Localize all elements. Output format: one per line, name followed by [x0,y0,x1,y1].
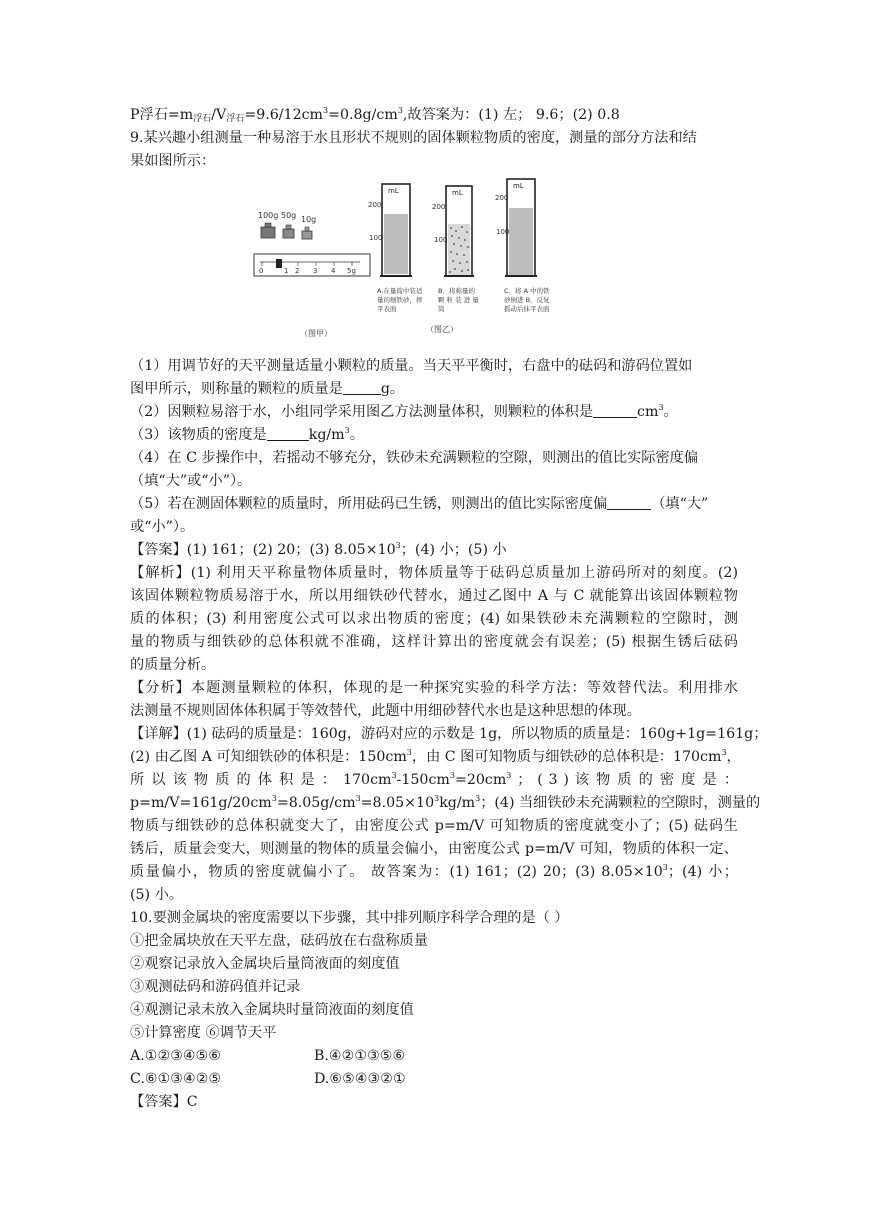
q10-option-a[interactable]: A.①②③④⑤⑥ [130,1048,222,1064]
ruler-tick-2: 2 [295,267,300,275]
q10-stem: 10.要测金属块的密度需要以下步骤，其中排列顺序科学合理的是（ ） [130,910,569,926]
prev-answer-line: P浮石$=m_{浮石}/V_{浮石}=9.6/12cm^3=0.8g/cm^3$,故答案为：(1) 左； 9.6；(2) 0.8 [130,106,620,124]
weight-10g [302,231,312,239]
jiexi-line-3: 质的体积；(3) 利用密度公式可以求出物质的密度；(4) 如果铁砂未充满颗粒的空隙时，测 [130,611,738,627]
xiangjie-tag: 【详解】 [130,726,187,742]
svg-text:200: 200 [432,203,446,211]
q9-stem-line-2: 果如图所示： [130,153,216,169]
svg-text:200: 200 [368,201,382,209]
answer-blank-3[interactable] [267,426,309,441]
q10-option-c[interactable]: C.⑥①③④②⑤ [130,1071,222,1087]
cylinder-c [495,179,550,313]
answer-blank-2[interactable] [593,403,637,418]
ruler-tick-5g: 5g [347,267,356,275]
fenxi-line-2: 法测量不规则固体体积属于等效替代，此题中用细砂替代水也是这种思想的体现。 [130,703,641,719]
svg-text:B．将称量的: B．将称量的 [438,287,475,295]
svg-text:量的细铁砂，摔: 量的细铁砂，摔 [377,296,423,304]
jiexi-line-4: 量的物质与细铁砂的总体积就不准确，这样计算出的密度就会有误差；(5) 根据生锈后砝码 [130,634,738,650]
weight-100g [261,227,275,238]
xiangjie-line-3: 所 以 该 物 质 的 体 积 是 ： $170cm^3-150cm^3=20cm^3$ ； ( 3 ) 该 物 质 的 密 度 是 ： [130,771,739,788]
svg-text:砂倒进 B，反复: 砂倒进 B，反复 [504,296,550,304]
xiangjie-line-8: (5) 小。 [130,887,183,903]
svg-text:mL: mL [452,189,463,197]
q10-option-d[interactable]: D.⑥⑤④③②① [314,1071,406,1087]
q10-step-4: ④观测记录未放入金属块时量筒液面的刻度值 [130,1002,414,1018]
q9-part4-line1: （4）在 C 步操作中，若摇动不够充分，铁砂未充满颗粒的空隙，则测出的值比实际密度偏 [130,450,699,466]
q9-stem-line-1: 9.某兴趣小组测量一种易溶于水且形状不规则的固体颗粒物质的密度，测量的部分方法和结 [130,130,697,146]
rho-symbol: P [130,107,140,123]
rider [276,259,282,268]
svg-text:100: 100 [369,234,383,242]
q9-part3: （3）该物质的密度是 $kg/m^3$。 [130,426,364,443]
ruler-tick-1: 1 [284,267,289,275]
q9-part4-line2: （填“大”或“小”）。 [130,473,252,489]
answer-tag: 【答案】 [130,542,187,558]
q9-part2: （2）因颗粒易溶于水，小组同学采用图乙方法测量体积，则颗粒的体积是 $cm^3$。 [130,403,678,420]
svg-text:C．将 A 中的铁: C．将 A 中的铁 [504,287,550,295]
q10-step-1: ①把金属块放在天平左盘，砝码放在右盘称质量 [130,933,428,949]
answer-blank-5[interactable] [607,495,651,510]
xiangjie-line-5: 物质与细铁砂的总体积就变大了，由密度公式 p=m/V 可知物质的密度就变小了；(5) 砝码生 [130,818,738,834]
label-figure-jia: （图甲） [300,329,332,338]
svg-text:mL: mL [513,182,524,190]
ruler-tick-0: 0 [259,267,264,275]
svg-text:100: 100 [496,228,510,236]
answer-tag: 【答案】 [130,1094,187,1110]
xiangjie-line-7: 质量偏小，物质的密度就偏小了。 故答案为：(1) 161；(2) 20；(3) $8.05\times 10^3$；(4) 小； [130,863,738,880]
fenxi-tag: 【分析】 [130,680,191,696]
q9-figure [250,176,570,344]
ruler-tick-3: 3 [313,267,318,275]
svg-text:mL: mL [388,187,399,195]
weights-group [258,211,316,239]
svg-text:A.在量筒中装适: A.在量筒中装适 [377,287,423,295]
answer-blank-1[interactable] [343,380,381,395]
q9-figure-svg [250,176,570,344]
fenxi-line-1: 【分析】本题测量颗粒的体积，体现的是一种探究实验的科学方法：等效替代法。利用排水 [130,680,738,696]
weight-label-10g: 10g [301,215,317,224]
ruler-tick-4: 4 [331,267,336,275]
jiexi-tag: 【解析】 [130,565,191,581]
svg-text:颗 粒 装 进 量: 颗 粒 装 进 量 [438,296,479,304]
svg-text:200: 200 [495,194,509,202]
xiangjie-line-4: $p=m/V=161g/20cm^3=8.05g/cm^3=8.05\times 10^3kg/m^3$；(4) 当细铁砂未充满颗粒的空隙时，测量的 [130,794,761,811]
xiangjie-line-6: 锈后，质量会变大，则测量的物体的质量会偏小，由密度公式 p=m/V 可知，物质的体积一定、 [130,841,738,857]
label-figure-yi: （图乙） [426,325,458,334]
svg-text:100: 100 [434,236,448,244]
jiexi-line-1: 【解析】(1) 利用天平称量物体质量时，物体质量等于砝码总质量加上游码所对的刻度。(2) [130,565,738,581]
cylinder-a [368,184,423,313]
weight-label-100g: 100g [258,211,279,220]
q10-answer: 【答案】C [130,1094,198,1110]
weight-50g [283,229,294,238]
xiangjie-line-1: 【详解】(1) 砝码的质量是：160g，游码对应的示数是 1g，所以物质的质量是：160g+1g=161g； [130,726,768,742]
q10-step-3: ③观测砝码和游码值并记录 [130,979,301,995]
q9-part1-line2: 图甲所示，则称量的颗粒的质量是 g。 [130,381,405,397]
q10-step-5-6: ⑤计算密度 ⑥调节天平 [130,1025,277,1041]
weight-label-50g: 50g [281,211,297,220]
jiexi-line-5: 的质量分析。 [130,657,216,673]
q9-part5-line1: （5）若在测固体颗粒的质量时，所用砝码已生锈，则测出的值比实际密度偏 （填“大” [130,496,709,512]
q9-part1-line1: （1）用调节好的天平测量适量小颗粒的质量。当天平平衡时，右盘中的砝码和游码位置如 [130,358,693,374]
svg-text:摇动后抹平表面: 摇动后抹平表面 [504,305,550,313]
q10-option-b[interactable]: B.④②①③⑤⑥ [314,1048,406,1064]
q10-step-2: ②观察记录放入金属块后量筒液面的刻度值 [130,956,400,972]
q9-answer: 【答案】(1) 161；(2) 20；(3) $8.05\times 10^3$；(4) 小；(5) 小 [130,541,507,558]
cylinder-b [432,186,479,313]
xiangjie-line-2: (2) 由乙图 A 可知细铁砂的体积是：$150cm^3$，由 C 图可知物质与细铁砂的总体积是：$170cm^3$， [130,748,741,765]
q9-part5-line2: 或“小”）。 [130,519,195,535]
svg-text:筒: 筒 [438,305,445,313]
rider-scale [254,254,370,276]
jiexi-line-2: 该固体颗粒物质易溶于水，所以用细铁砂代替水，通过乙图中 A 与 C 就能算出该固体颗粒物 [130,588,738,604]
svg-text:平表面: 平表面 [377,305,397,313]
